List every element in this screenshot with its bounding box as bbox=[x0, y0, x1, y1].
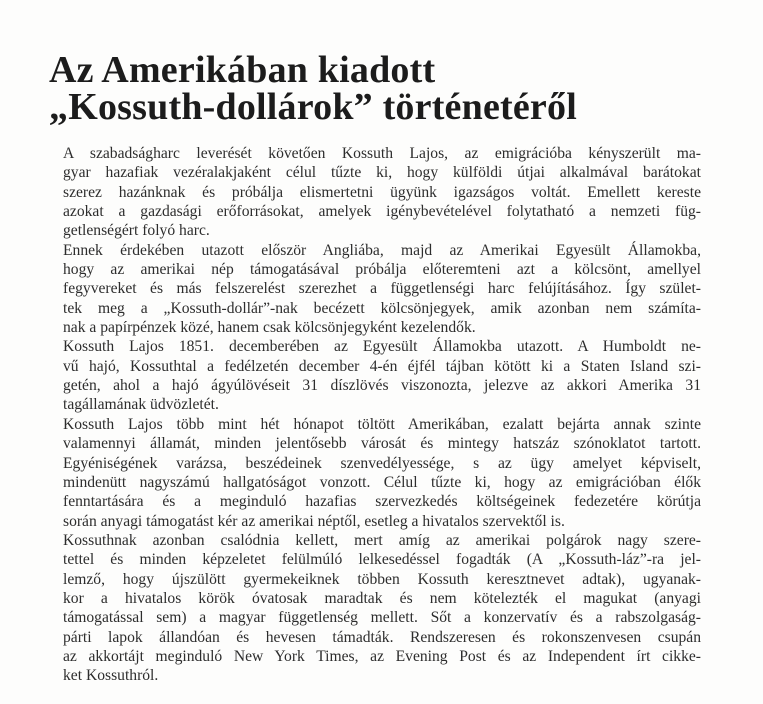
paragraph-line: valamennyi államát, minden jelentősebb városát és mintegy hatszáz szónoklatot tartott. bbox=[63, 435, 701, 453]
paragraph-line: tettel és minden képzeletet felülmúló lelkesedéssel fogadták (A „Kossuth-láz”-ra jel- bbox=[63, 551, 701, 569]
paragraph bbox=[63, 531, 701, 686]
paragraph-line: az akkortájt meginduló New York Times, az Evening Post és az Independent írt cikke- bbox=[63, 647, 701, 665]
article-body bbox=[63, 144, 701, 686]
paragraph-line: fenntartására és a meginduló hazafias szervezkedés költségeinek fedezetére körútja bbox=[63, 493, 701, 511]
paragraph-line: során anyagi támogatást kér az amerikai néptől, esetleg a hivatalos szervektől is. bbox=[63, 512, 565, 530]
paragraph-line: Egyéniségének varázsa, beszédeinek szenvedélyessége, s az ügy amelyet képviselt, bbox=[63, 454, 701, 472]
paragraph-line: gyar hazafiak vezéralakjaként célul tűzte ki, hogy külföldi útjai alkalmával barátokat bbox=[63, 164, 701, 182]
paragraph-line: szerez hazánknak és próbálja elismertetni ügyünk igazságos voltát. Emellett kereste bbox=[63, 183, 701, 201]
paragraph bbox=[63, 337, 701, 414]
paragraph-line: tek meg a „Kossuth-dollár”-nak becézett kölcsönjegyek, amik azonban nem számíta- bbox=[63, 299, 701, 317]
paragraph-line: tagállamának üdvözletét. bbox=[63, 396, 219, 414]
paragraph-line: getén, ahol a hajó ágyúlövéseit 31 díszlövés viszonozta, jelezve az akkori Amerika 31 bbox=[63, 377, 701, 395]
paragraph-line: A szabadságharc leverését követően Kossuth Lajos, az emigrációba kényszerült ma- bbox=[63, 145, 701, 162]
paragraph-line: Ennek érdekében utazott először Angliába, majd az Amerikai Egyesült Államokba, bbox=[63, 241, 701, 259]
paragraph-line: vű hajó, Kossuthtal a fedélzetén december 4-én éjfél tájban kötött ki a Staten Island szi- bbox=[63, 357, 701, 375]
paragraph-line: nak a papírpénzek közé, hanem csak kölcsönjegyként kezelendők. bbox=[63, 319, 476, 337]
paragraph-line: lemző, hogy újszülött gyermekeiknek többen Kossuth keresztnevet adtak), ugyanak- bbox=[63, 570, 701, 588]
paragraph bbox=[63, 415, 701, 531]
paragraph bbox=[63, 241, 701, 338]
paragraph-line: azokat a gazdasági erőforrásokat, amelyek igénybevételével folytatható a nemzeti füg- bbox=[63, 203, 701, 221]
paragraph-line: Kossuth Lajos több mint hét hónapot töltött Amerikában, ezalatt bejárta annak szinte bbox=[63, 415, 701, 433]
paragraph-line: fegyvereket és más felszerelést szerezhet a függetlenségi harc felújításához. Így szület- bbox=[63, 280, 701, 298]
paragraph-line: getlenségért folyó harc. bbox=[63, 222, 210, 240]
title-line: Az Amerikában kiadott bbox=[49, 49, 436, 91]
paragraph-line: Kossuth Lajos 1851. decemberében az Egyesült Államokba utazott. A Humboldt ne- bbox=[63, 338, 701, 356]
paragraph-line: Kossuthnak azonban csalódnia kellett, mert amíg az amerikai polgárok nagy szere- bbox=[63, 531, 701, 549]
paragraph bbox=[63, 144, 701, 241]
paragraph-line: ket Kossuthról. bbox=[63, 667, 159, 685]
paragraph-line: kor a hivatalos körök óvatosak maradtak és nem kötelezték el magukat (anyagi bbox=[63, 589, 701, 607]
title-line: „Kossuth-dollárok” történetéről bbox=[49, 86, 577, 128]
paragraph-line: hogy az amerikai nép támogatásával próbálja előteremteni azt a kölcsönt, amellyel bbox=[63, 261, 701, 279]
article-title bbox=[49, 49, 729, 128]
paragraph-line: támogatással sem) a magyar függetlenség mellett. Sőt a konzervatív és a rabszolgaság- bbox=[63, 609, 701, 627]
paragraph-line: párti lapok állandóan és hevesen támadták. Rendszeresen és rokonszenvesen csupán bbox=[63, 628, 701, 646]
paragraph-line: mindenütt nagyszámú hallgatóságot vonzott. Célul tűzte ki, hogy az emigrációban élők bbox=[63, 473, 701, 491]
